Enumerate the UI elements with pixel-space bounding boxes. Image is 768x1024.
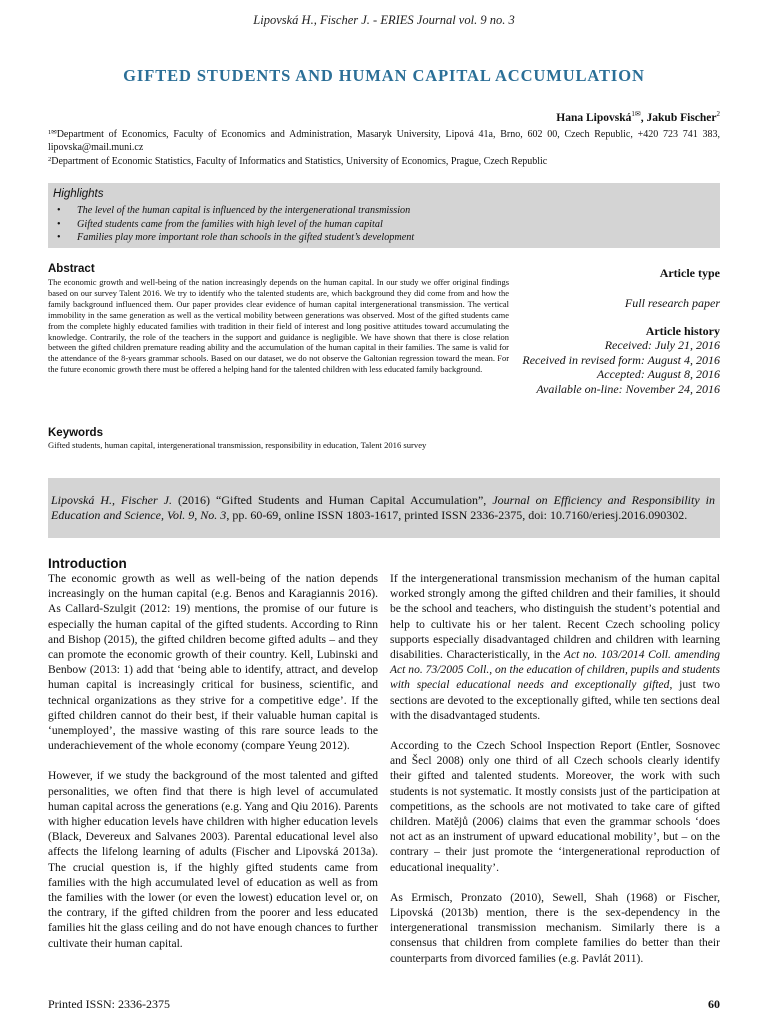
author-separator: , <box>640 111 647 124</box>
paragraph: As Ermisch, Pronzato (2010), Sewell, Shah (1968) or Fischer, Lipovská (2013b) mention, there is the sex-dependency in the intergenerational transmission mechanism. Similarly there is a consensus that children from complete families do better than their counterparts from divorced families (e.g. Pavlát 2011). <box>390 891 720 965</box>
highlight-item <box>57 205 410 216</box>
article-type-heading: Article type <box>659 266 720 280</box>
bullet-icon: • <box>57 232 61 243</box>
affiliation-2 <box>48 156 720 169</box>
history-online: Available on-line: November 24, 2016 <box>536 382 720 397</box>
highlight-text: Families play more important role than schools in the gifted student’s development <box>77 232 415 243</box>
history-revised: Received in revised form: August 4, 2016 <box>522 352 720 367</box>
affiliation-2-text: Department of Economic Statistics, Faculty of Informatics and Statistics, University of Economics, Prague, Czech Republic <box>51 156 548 167</box>
act-reference: Act no. 103/2014 Coll. amending Act no. 73/2005 Coll., on the education of children, pupils and students with special educational needs and exceptionally gifted <box>390 649 720 692</box>
affiliation-2-marker: 2 <box>48 156 52 163</box>
page-number: 60 <box>708 997 720 1011</box>
running-head: Lipovská H., Fischer J. - ERIES Journal vol. 9 no. 3 <box>253 13 515 27</box>
paragraph: However, if we study the background of the most talented and gifted personalities, we often find that there is high level of accumulated human capital across the generations (e.g. Yang and Qiu 2016). Parents with higher education levels have children with higher education levels (Black, Devereux and Salvanes 2003). Parental educational level also affects the lifelong learning of adults (Fischer and Lipovská 2013a). The crucial question is, if the highly gifted students came from families with the high accumulated level of education as well as from the families with the lower (or even the lowest) education level or, on the contrary, if the gifted children from the poorer and less educated families hit the glass ceiling and do not have enough chances to further cultivate their human capital. <box>48 770 378 950</box>
citation-text <box>51 493 715 524</box>
article-type-value: Full research paper <box>624 296 720 310</box>
paragraph <box>390 572 720 724</box>
abstract-text: The economic growth and well-being of the nation increasingly depends on the human capital. In our study we offer original findings based on our survey Talent 2016. We try to identify who the talented students are, which background they did come from and how the family background influenced them. Our paper provides clear evidence of human capital intergenerational transmission. The vertical immobility in the same generation as well as the vertical mobility between generations was observed. Most of the gifted students came from the complete highly educated families with tradition in their field of interest and long positive attitudes toward accumulating the knowledge. Contrarily, the role of the teachers in the support and guidance is negligible. We have shown that there is close relation between the gifted children premature reading ability and the accumulation of the human capital in their families. The same is valid for the attendance of the 8-years grammar schools. Based on our dataset, we do not observe the Galtonian regression toward the mean. For the future economic growth there must be offered a helping hand for the talented children with less educated family background. <box>48 277 509 375</box>
bullet-icon: • <box>57 219 61 230</box>
citation-authors: Lipovská H., Fischer J. <box>51 493 172 507</box>
right-column <box>390 572 720 967</box>
article-history-heading: Article history <box>645 324 720 338</box>
author-1-name: Hana Lipovská <box>556 111 632 124</box>
highlight-item <box>57 219 383 230</box>
citation-details: , pp. 60-69, online ISSN 1803-1617, printed ISSN 2336-2375, doi: 10.7160/eriesj.2016.090302. <box>226 508 688 523</box>
affiliation-1-text: Department of Economics, Faculty of Economics and Administration, Masaryk University, Lipová 41a, Brno, 602 00, Czech Republic, +420 723 741 383, lipovska@mail.muni.cz <box>48 129 720 153</box>
author-line <box>556 110 720 124</box>
highlight-item <box>57 232 414 243</box>
abstract-heading: Abstract <box>48 263 95 275</box>
paragraph: The economic growth as well as well-being of the nation depends increasingly on the human capital (e.g. Benos and Karagiannis 2016). As Callard-Szulgit (2012: 19) mentions, the promise of our future is especially the human capital of the gifted students. According to Rinn and Bishop (2015), the gifted children become gifted adults – and they can promote the economic growth of their country. Kell, Lubinski and Benbow (2013: 1) add that ‘being able to identify, attract, and develop human capital is increasingly critical for business, scientific, and technical organizations as they strive for a competitive edge’. If the gifted children cannot do their best, if their valuable human capital is ‘unemployed’, the massive wasting of this rare source leads to the underachievement of the whole economy (compare Yeung 2012). <box>48 573 378 753</box>
footer-issn: Printed ISSN: 2336-2375 <box>48 997 171 1011</box>
paragraph: According to the Czech School Inspection Report (Entler, Sosnovec and Šecl 2008) only one third of all Czech schools clearly identify their gifted and talented students. Moreover, the work with such students is not systematic. It mostly consists just of the participation at competitions, as the schools are not motivated to take care of gifted children. Matějů (2006) claims that even the grammar schools ‘does not act as an instrument of upward educational mobility’, but – on the contrary – their just promote the ‘intergenerational reproduction of educational inequality’. <box>390 740 720 874</box>
left-column <box>48 572 378 952</box>
history-accepted: Accepted: August 8, 2016 <box>596 367 720 382</box>
article-history-list <box>522 338 720 397</box>
citation-box <box>48 478 720 538</box>
paper-title: GIFTED STUDENTS AND HUMAN CAPITAL ACCUMULATION <box>123 66 645 85</box>
highlights-box <box>48 183 720 248</box>
author-2-marker: 2 <box>716 110 720 118</box>
highlights-title: Highlights <box>53 188 104 200</box>
highlight-text: Gifted students came from the families with high level of the human capital <box>77 219 383 230</box>
highlight-text: The level of the human capital is influenced by the intergenerational transmission <box>77 205 411 216</box>
bullet-icon: • <box>57 205 61 216</box>
keywords-heading: Keywords <box>48 427 103 439</box>
affiliation-1 <box>48 129 720 154</box>
citation-journal: Journal on Efficiency and Responsibility in Education and Science, Vol. 9, No. 3 <box>51 493 715 523</box>
affiliation-1-marker: 1✉ <box>48 129 57 136</box>
author-2-name: Jakub Fischer <box>646 111 717 124</box>
paragraph-text: If the intergenerational transmission mechanism of the human capital worked strongly among the gifted children and their families, it should be the school and teachers, who distinguish the student’s potential and help to cultivate his or her talent. Recent Czech schooling policy supports especially disadvantaged children and children with learning disabilities. Characteristically, in the <box>390 573 720 662</box>
keywords-text: Gifted students, human capital, intergenerational transmission, responsibility in education, Talent 2016 survey <box>48 440 427 450</box>
paragraph-text: , just two sections are devoted to the exceptionally gifted, while ten sections deal with the disadvantaged students. <box>390 679 720 722</box>
citation-title: (2016) “Gifted Students and Human Capital Accumulation”, <box>172 493 493 507</box>
author-1-marker: 1✉ <box>631 110 641 118</box>
history-received: Received: July 21, 2016 <box>604 338 720 352</box>
introduction-heading: Introduction <box>48 556 127 571</box>
